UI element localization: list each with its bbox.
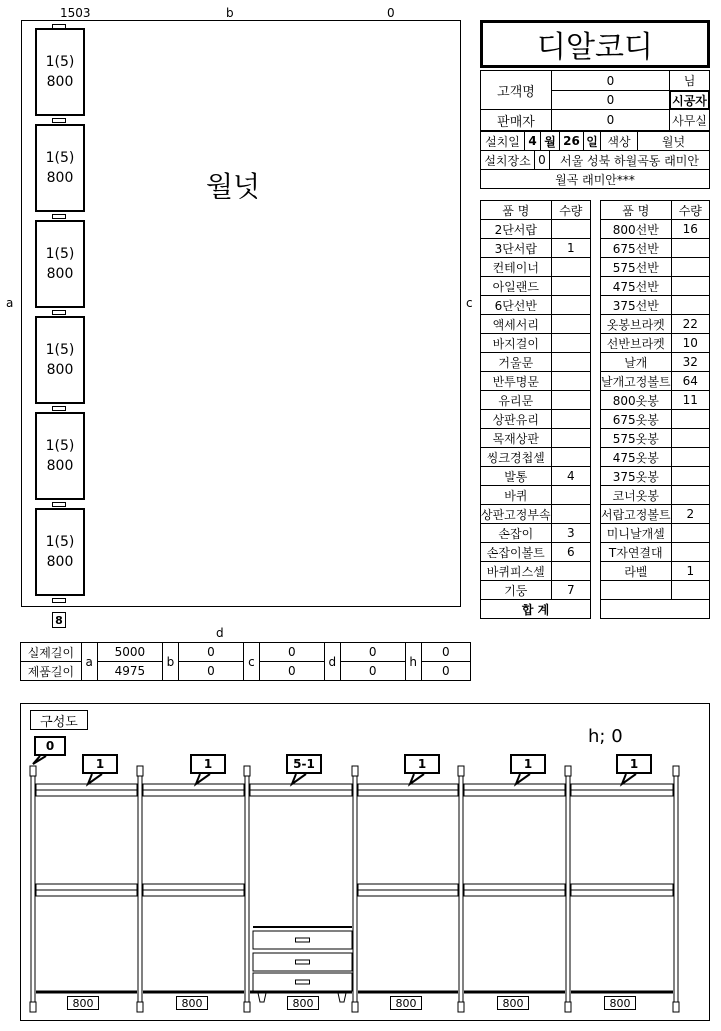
module-count: 1(5) [45, 342, 75, 358]
drawer-handle [296, 960, 310, 964]
install-place-note[interactable]: 월곡 래미안*** [480, 169, 710, 189]
dim-key-a: a [81, 643, 97, 681]
part-name: 서랍고정볼트 [601, 505, 672, 524]
part-name: 800선반 [601, 220, 672, 239]
pole-bottom-cap [458, 1002, 464, 1012]
day-unit: 일 [583, 131, 601, 151]
dim-product-a[interactable]: 4975 [97, 662, 162, 681]
plan-side-c-label: c [466, 296, 473, 310]
module-count: 1(5) [45, 150, 75, 166]
module-width: 800 [46, 458, 74, 474]
company-title: 디알코디 [480, 20, 710, 68]
module-width: 800 [46, 170, 74, 186]
callout-pointer [410, 774, 424, 784]
part-name: 바퀴피스셀 [481, 562, 552, 581]
part-qty[interactable]: 3 [551, 524, 590, 543]
column-header-name: 품 명 [601, 201, 672, 220]
unit-callout[interactable]: 1 [616, 754, 652, 774]
pole-bottom-cap [30, 1002, 36, 1012]
unit-width-label: 800 [176, 996, 208, 1010]
part-name: 바퀴 [481, 486, 552, 505]
customer-contact-field[interactable]: 0 [551, 90, 670, 110]
part-qty[interactable]: 22 [671, 315, 709, 334]
unit-callout[interactable]: 1 [82, 754, 118, 774]
plan-top-right-dimension: 0 [387, 6, 395, 20]
dim-key-h: h [405, 643, 421, 681]
part-name: 675선반 [601, 239, 672, 258]
part-qty[interactable]: 32 [671, 353, 709, 372]
pole-top-cap [673, 766, 679, 776]
install-place-field[interactable]: 서울 성북 하월곡동 래미안 [549, 150, 710, 170]
install-place-label: 설치장소 [480, 150, 535, 170]
part-name: T자연결대 [601, 543, 672, 562]
pole-top-cap [244, 766, 250, 776]
part-name: 옷봉브라켓 [601, 315, 672, 334]
unit-callout[interactable]: 1 [190, 754, 226, 774]
part-name: 목재상판 [481, 429, 552, 448]
plan-top-b-label: b [226, 6, 234, 20]
height-label: h; 0 [588, 726, 623, 747]
part-name: 375옷봉 [601, 467, 672, 486]
product-length-label: 제품길이 [21, 662, 82, 681]
part-name: 575선반 [601, 258, 672, 277]
part-qty[interactable]: 6 [551, 543, 590, 562]
part-name: 액세서리 [481, 315, 552, 334]
part-qty[interactable]: 16 [671, 220, 709, 239]
unit-width-label: 800 [604, 996, 636, 1010]
seller-field[interactable]: 0 [551, 109, 670, 131]
construction-button[interactable]: 시공자 [669, 90, 710, 110]
part-name: 코너옷봉 [601, 486, 672, 505]
module-count: 1(5) [45, 438, 75, 454]
part-name: 575옷봉 [601, 429, 672, 448]
module-width: 800 [46, 554, 74, 570]
customer-label: 고객명 [480, 70, 552, 110]
office-button[interactable]: 사무실 [669, 109, 710, 131]
dim-product-h[interactable]: 0 [421, 662, 470, 681]
unit-callout[interactable]: 1 [510, 754, 546, 774]
part-name: 상판유리 [481, 410, 552, 429]
callout-pointer [516, 774, 530, 784]
pole-top-cap [137, 766, 143, 776]
total-label: 합 계 [481, 600, 591, 619]
drawer-handle [296, 938, 310, 942]
module-count: 1(5) [45, 54, 75, 70]
pole-top-cap [30, 766, 36, 776]
part-qty[interactable]: 7 [551, 581, 590, 600]
part-name: 아일랜드 [481, 277, 552, 296]
module-count: 1(5) [45, 534, 75, 550]
color-label: 색상 [600, 131, 638, 151]
unit-callout[interactable]: 1 [404, 754, 440, 774]
plan-bottom-marker: 8 [52, 612, 66, 628]
unit-callout[interactable]: 5-1 [286, 754, 322, 774]
part-qty[interactable]: 10 [671, 334, 709, 353]
part-name: 손잡이볼트 [481, 543, 552, 562]
dim-key-c: c [243, 643, 259, 681]
callout-pointer [622, 774, 636, 784]
plan-side-a-label: a [6, 296, 14, 310]
part-name: 475옷봉 [601, 448, 672, 467]
part-name: 발통 [481, 467, 552, 486]
module-width: 800 [46, 266, 74, 282]
plan-bottom-d-label: d [216, 626, 224, 640]
honorific-suffix: 님 [669, 70, 710, 91]
part-name: 375선반 [601, 296, 672, 315]
callout-pointer [88, 774, 102, 784]
part-name: 손잡이 [481, 524, 552, 543]
caster-wheel [258, 993, 266, 1002]
part-qty[interactable]: 11 [671, 391, 709, 410]
part-qty[interactable]: 4 [551, 467, 590, 486]
module-width: 800 [46, 362, 74, 378]
customer-name-field[interactable]: 0 [551, 70, 670, 91]
pole-bottom-cap [673, 1002, 679, 1012]
start-marker[interactable]: 0 [34, 736, 66, 756]
install-place-code[interactable]: 0 [534, 150, 550, 170]
part-qty[interactable]: 2 [671, 505, 709, 524]
part-name: 날개고정볼트 [601, 372, 672, 391]
column-header-qty: 수량 [671, 201, 709, 220]
unit-width-label: 800 [67, 996, 99, 1010]
pole-bottom-cap [565, 1002, 571, 1012]
part-name: 바지걸이 [481, 334, 552, 353]
color-value-field[interactable]: 월넛 [637, 131, 710, 151]
dim-actual-h[interactable]: 0 [421, 643, 470, 662]
pole-bottom-cap [352, 1002, 358, 1012]
drawer-handle [296, 980, 310, 984]
part-name: 컨테이너 [481, 258, 552, 277]
unit-width-label: 800 [497, 996, 529, 1010]
part-name: 상판고정부속 [481, 505, 552, 524]
seller-label: 판매자 [480, 109, 552, 131]
start-pointer [33, 756, 46, 764]
part-name: 6단선반 [481, 296, 552, 315]
unit-width-label: 800 [390, 996, 422, 1010]
part-name: 라벨 [601, 562, 672, 581]
part-name: 3단서랍 [481, 239, 552, 258]
install-month-field[interactable]: 4 [524, 131, 541, 151]
dim-product-d[interactable]: 0 [340, 662, 405, 681]
part-name: 675옷봉 [601, 410, 672, 429]
part-name: 475선반 [601, 277, 672, 296]
part-name: 유리문 [481, 391, 552, 410]
pole-bottom-cap [137, 1002, 143, 1012]
install-date-label: 설치일 [480, 131, 525, 151]
part-name: 거울문 [481, 353, 552, 372]
plan-top-left-dimension: 1503 [60, 6, 91, 20]
part-name: 선반브라켓 [601, 334, 672, 353]
elevation-title: 구성도 [30, 710, 88, 730]
module-width: 800 [46, 74, 74, 90]
part-name: 날개 [601, 353, 672, 372]
dim-product-b[interactable]: 0 [178, 662, 243, 681]
dim-actual-c[interactable]: 0 [259, 643, 324, 662]
part-name: 미니날개셀 [601, 524, 672, 543]
dim-product-c[interactable]: 0 [259, 662, 324, 681]
dim-actual-d[interactable]: 0 [340, 643, 405, 662]
dim-key-b: b [163, 643, 179, 681]
callout-pointer [292, 774, 306, 784]
plan-color-label: 월넛 [206, 170, 261, 203]
part-qty[interactable]: 1 [671, 562, 709, 581]
pole-bottom-cap [244, 1002, 250, 1012]
part-name: 반투명문 [481, 372, 552, 391]
dim-key-d: d [324, 643, 340, 681]
actual-length-label: 실제길이 [21, 643, 82, 662]
pole-top-cap [565, 766, 571, 776]
caster-wheel [338, 993, 346, 1002]
callout-pointer [196, 774, 210, 784]
column-header-qty: 수량 [551, 201, 590, 220]
dim-actual-a[interactable]: 5000 [97, 643, 162, 662]
pole-top-cap [458, 766, 464, 776]
unit-width-label: 800 [287, 996, 319, 1010]
install-day-field[interactable]: 26 [559, 131, 584, 151]
part-name: 2단서랍 [481, 220, 552, 239]
part-name: 기둥 [481, 581, 552, 600]
part-qty[interactable]: 64 [671, 372, 709, 391]
pole-top-cap [352, 766, 358, 776]
month-unit: 월 [540, 131, 560, 151]
part-name: 800옷봉 [601, 391, 672, 410]
dim-actual-b[interactable]: 0 [178, 643, 243, 662]
part-qty[interactable]: 1 [551, 239, 590, 258]
module-count: 1(5) [45, 246, 75, 262]
column-header-name: 품 명 [481, 201, 552, 220]
part-name: 씽크경첩셀 [481, 448, 552, 467]
